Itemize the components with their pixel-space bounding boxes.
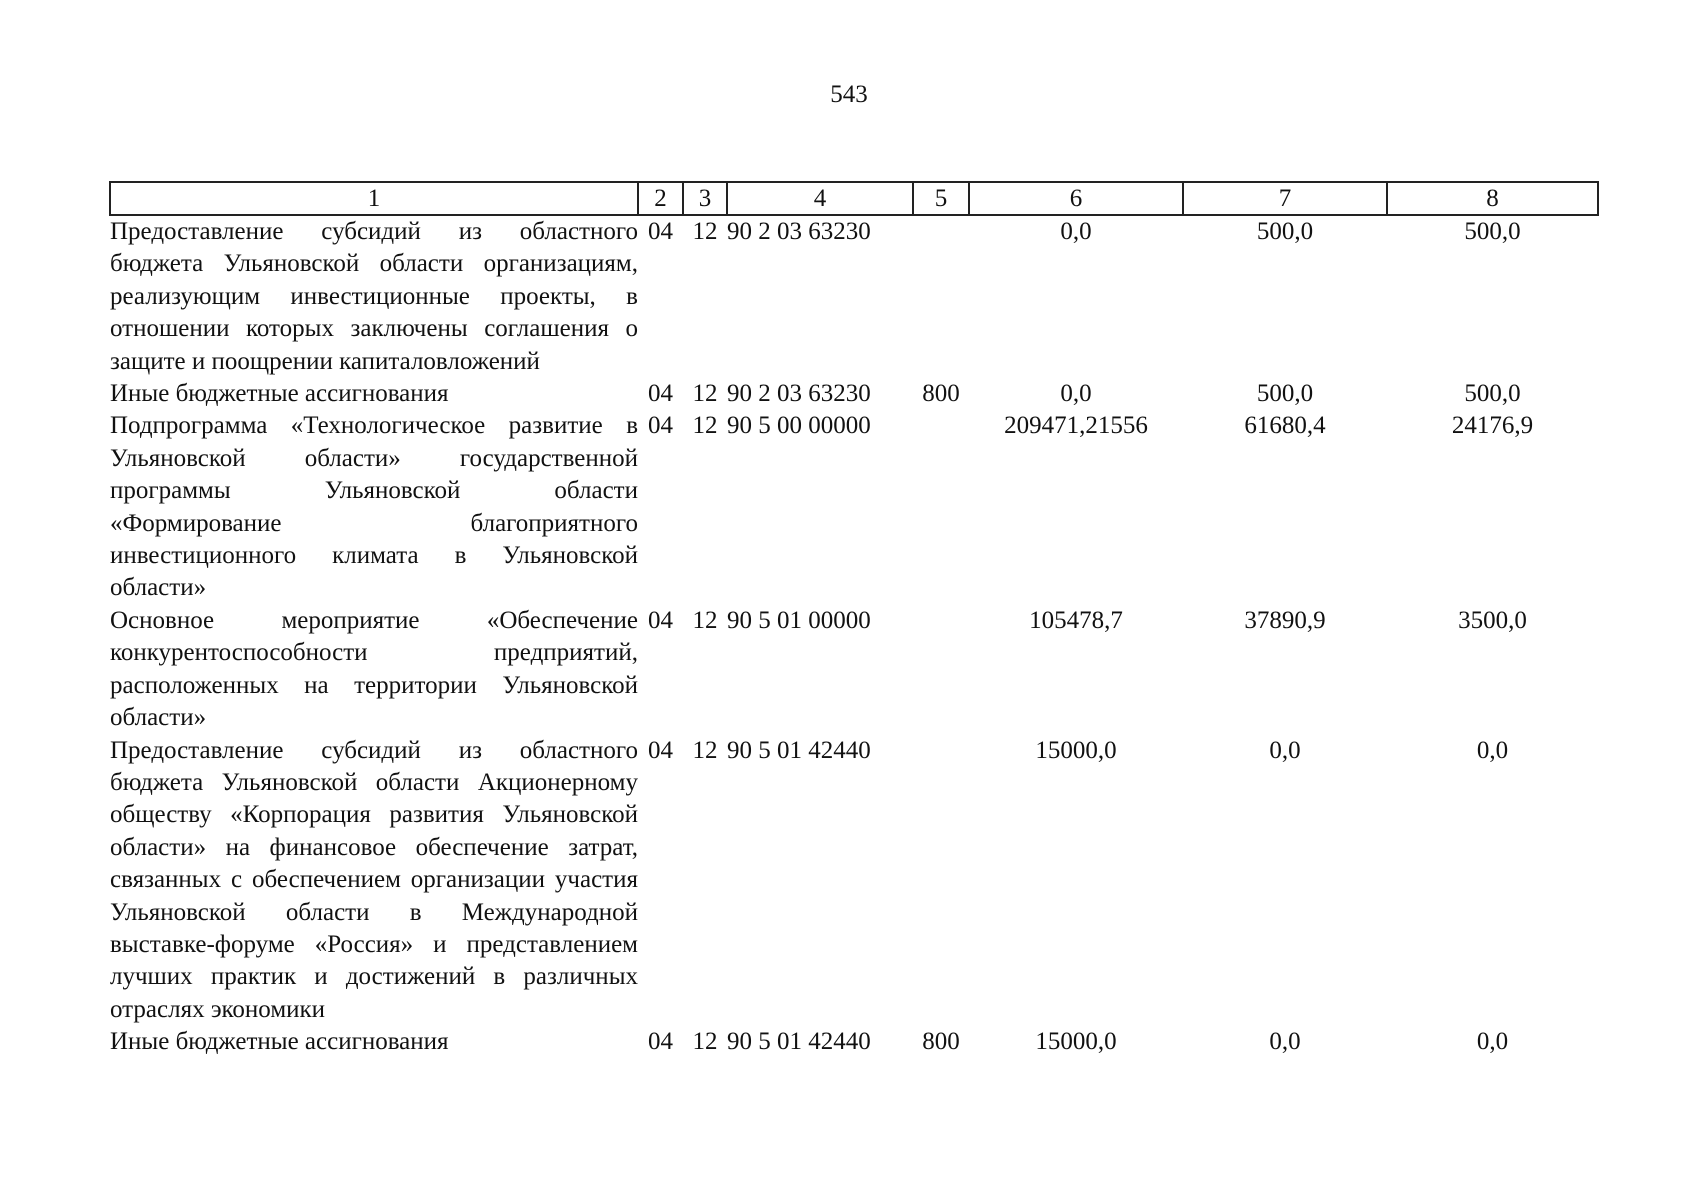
row-expense-type <box>913 735 969 1027</box>
column-header: 8 <box>1387 182 1598 215</box>
row-name: Иные бюджетные ассигнования <box>110 1028 449 1056</box>
row-expense-type <box>913 410 969 604</box>
row-value-col6: 15000,0 <box>1035 736 1117 764</box>
row-value-col7: 37890,9 <box>1244 606 1326 634</box>
row-subsection: 12 <box>692 218 718 245</box>
row-section: 04 <box>648 1028 673 1056</box>
row-target-code: 90 5 01 42440 <box>727 736 871 764</box>
row-value-col7: 61680,4 <box>1244 412 1326 440</box>
table-row <box>110 605 1598 735</box>
row-subsection: 12 <box>692 606 718 634</box>
table-row <box>110 1026 1598 1058</box>
row-section: 04 <box>648 412 673 440</box>
column-header: 5 <box>913 182 969 215</box>
row-target-code: 90 5 01 00000 <box>727 606 871 634</box>
budget-table <box>109 181 1599 1059</box>
row-value-col8: 500,0 <box>1464 218 1521 245</box>
row-expense-type <box>913 215 969 378</box>
column-header: 7 <box>1183 182 1387 215</box>
row-expense-type: 800 <box>922 380 960 408</box>
row-value-col8: 0,0 <box>1476 1028 1509 1056</box>
row-value-col7: 500,0 <box>1256 218 1314 245</box>
row-name: Подпрограмма «Технологическое развитие в Ульяновской области» государственной программы Ульяновской области «Формирование благоприятного инвестиционного климата в Ульяновской области» <box>110 412 638 602</box>
row-name: Иные бюджетные ассигнования <box>110 380 449 408</box>
table-row <box>110 735 1598 1027</box>
budget-table-container <box>109 181 1597 1059</box>
row-name: Предоставление субсидий из областного бюджета Ульяновской области Акционерному обществу «Корпорация развития Ульяновской области» на финансовое обеспечение затрат, связанных с обеспечением организации участия Ульяновской области в Международной выставке-форуме «Россия» и представлением лучших практик и достижений в различных отраслях экономики <box>110 736 638 1023</box>
row-value-col6: 0,0 <box>1060 218 1092 245</box>
table-row <box>110 410 1598 604</box>
table-row <box>110 215 1598 378</box>
row-name: Предоставление субсидий из областного бюджета Ульяновской области организациям, реализующим инвестиционные проекты, в отношении которых заключены соглашения о защите и поощрении капиталовложений <box>110 218 638 375</box>
row-value-col6: 209471,21556 <box>1004 412 1148 440</box>
row-subsection: 12 <box>692 412 718 440</box>
row-target-code: 90 5 00 00000 <box>727 412 871 440</box>
row-value-col8: 500,0 <box>1464 380 1521 408</box>
column-header: 1 <box>110 182 638 215</box>
row-target-code: 90 2 03 63230 <box>727 218 871 245</box>
column-header: 4 <box>727 182 913 215</box>
row-value-col7: 0,0 <box>1269 1028 1301 1056</box>
row-expense-type <box>913 605 969 735</box>
row-value-col6: 15000,0 <box>1035 1028 1117 1056</box>
row-value-col6: 105478,7 <box>1029 606 1123 634</box>
page-number: 543 <box>830 81 868 108</box>
row-target-code: 90 2 03 63230 <box>727 380 871 408</box>
row-subsection: 12 <box>692 380 718 408</box>
row-value-col8: 3500,0 <box>1458 606 1527 634</box>
row-section: 04 <box>648 606 673 634</box>
row-section: 04 <box>648 218 673 245</box>
row-value-col6: 0,0 <box>1060 380 1092 408</box>
row-value-col8: 24176,9 <box>1451 412 1534 440</box>
row-value-col8: 0,0 <box>1476 736 1509 764</box>
row-value-col7: 0,0 <box>1269 736 1301 764</box>
row-section: 04 <box>648 736 673 764</box>
row-subsection: 12 <box>692 736 718 764</box>
row-target-code: 90 5 01 42440 <box>727 1028 871 1056</box>
row-name: Основное мероприятие «Обеспечение конкурентоспособности предприятий, расположенных на территории Ульяновской области» <box>110 606 638 732</box>
table-row <box>110 378 1598 410</box>
row-section: 04 <box>648 380 673 408</box>
row-expense-type: 800 <box>922 1028 960 1056</box>
header-row <box>110 182 1598 215</box>
column-header: 3 <box>683 182 727 215</box>
row-value-col7: 500,0 <box>1256 380 1314 408</box>
row-subsection: 12 <box>692 1028 718 1056</box>
column-header: 6 <box>969 182 1183 215</box>
column-header: 2 <box>638 182 683 215</box>
